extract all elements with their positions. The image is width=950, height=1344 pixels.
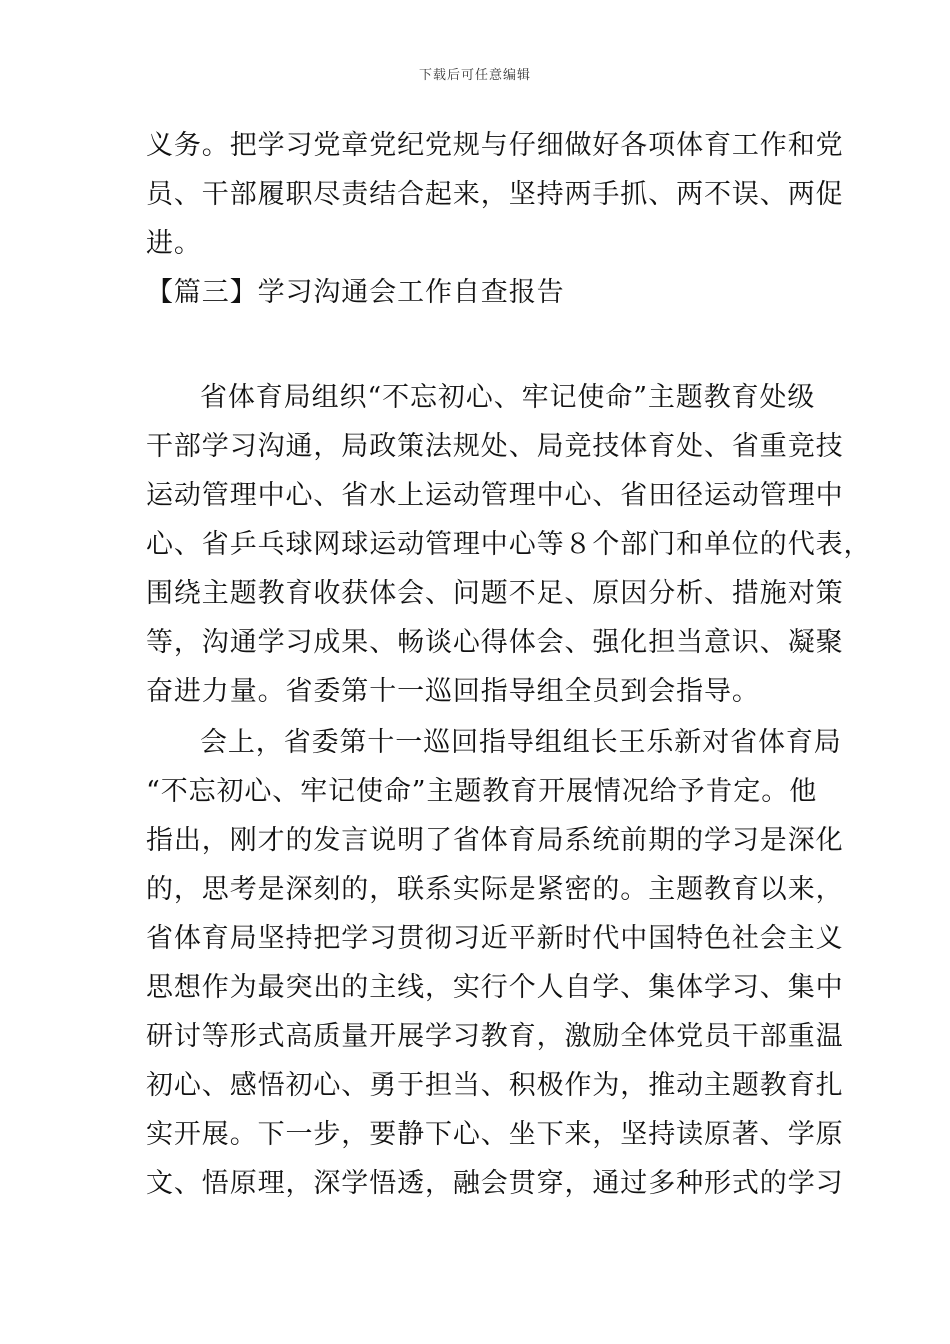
continuation-line: 员、干部履职尽责结合起来，坚持两手抓、两不误、两促 [146, 179, 844, 210]
paragraph-line: 心、省乒乓球网球运动管理中心等８个部门和单位的代表， [146, 529, 872, 560]
paragraph-line: 研讨等形式高质量开展学习教育，激励全体党员干部重温 [146, 1021, 844, 1052]
paragraph-line: 省体育局组织“不忘初心、牢记使命”主题教育处级 [200, 382, 816, 413]
paragraph-line: 文、悟原理，深学悟透，融会贯穿，通过多种形式的学习 [146, 1168, 844, 1199]
paragraph-line: “不忘初心、牢记使命”主题教育开展情况给予肯定。他 [146, 776, 818, 807]
paragraph-line: 运动管理中心、省水上运动管理中心、省田径运动管理中 [146, 480, 844, 511]
paragraph-line: 指出，刚才的发言说明了省体育局系统前期的学习是深化 [146, 825, 844, 856]
paragraph-line: 的，思考是深刻的，联系实际是紧密的。主题教育以来， [146, 874, 844, 905]
paragraph-line: 干部学习沟通，局政策法规处、局竞技体育处、省重竞技 [146, 431, 844, 462]
paragraph-line: 实开展。下一步，要静下心、坐下来，坚持读原著、学原 [146, 1119, 844, 1150]
continuation-line: 进。 [146, 228, 202, 259]
paragraph-line: 初心、感悟初心、勇于担当、积极作为，推动主题教育扎 [146, 1070, 844, 1101]
paragraph-line: 奋进力量。省委第十一巡回指导组全员到会指导。 [146, 676, 760, 707]
paragraph-line: 思想作为最突出的主线，实行个人自学、集体学习、集中 [146, 972, 844, 1003]
paragraph-line: 会上，省委第十一巡回指导组组长王乐新对省体育局 [200, 727, 842, 758]
paragraph-line: 围绕主题教育收获体会、问题不足、原因分析、措施对策 [146, 578, 844, 609]
page-header: 下载后可任意编辑 [418, 68, 531, 83]
paragraph-line: 等，沟通学习成果、畅谈心得体会、强化担当意识、凝聚 [146, 627, 844, 658]
continuation-line: 义务。把学习党章党纪党规与仔细做好各项体育工作和党 [146, 130, 844, 161]
section-title: 【篇三】学习沟通会工作自查报告 [146, 277, 565, 308]
paragraph-line: 省体育局坚持把学习贯彻习近平新时代中国特色社会主义 [146, 923, 844, 954]
